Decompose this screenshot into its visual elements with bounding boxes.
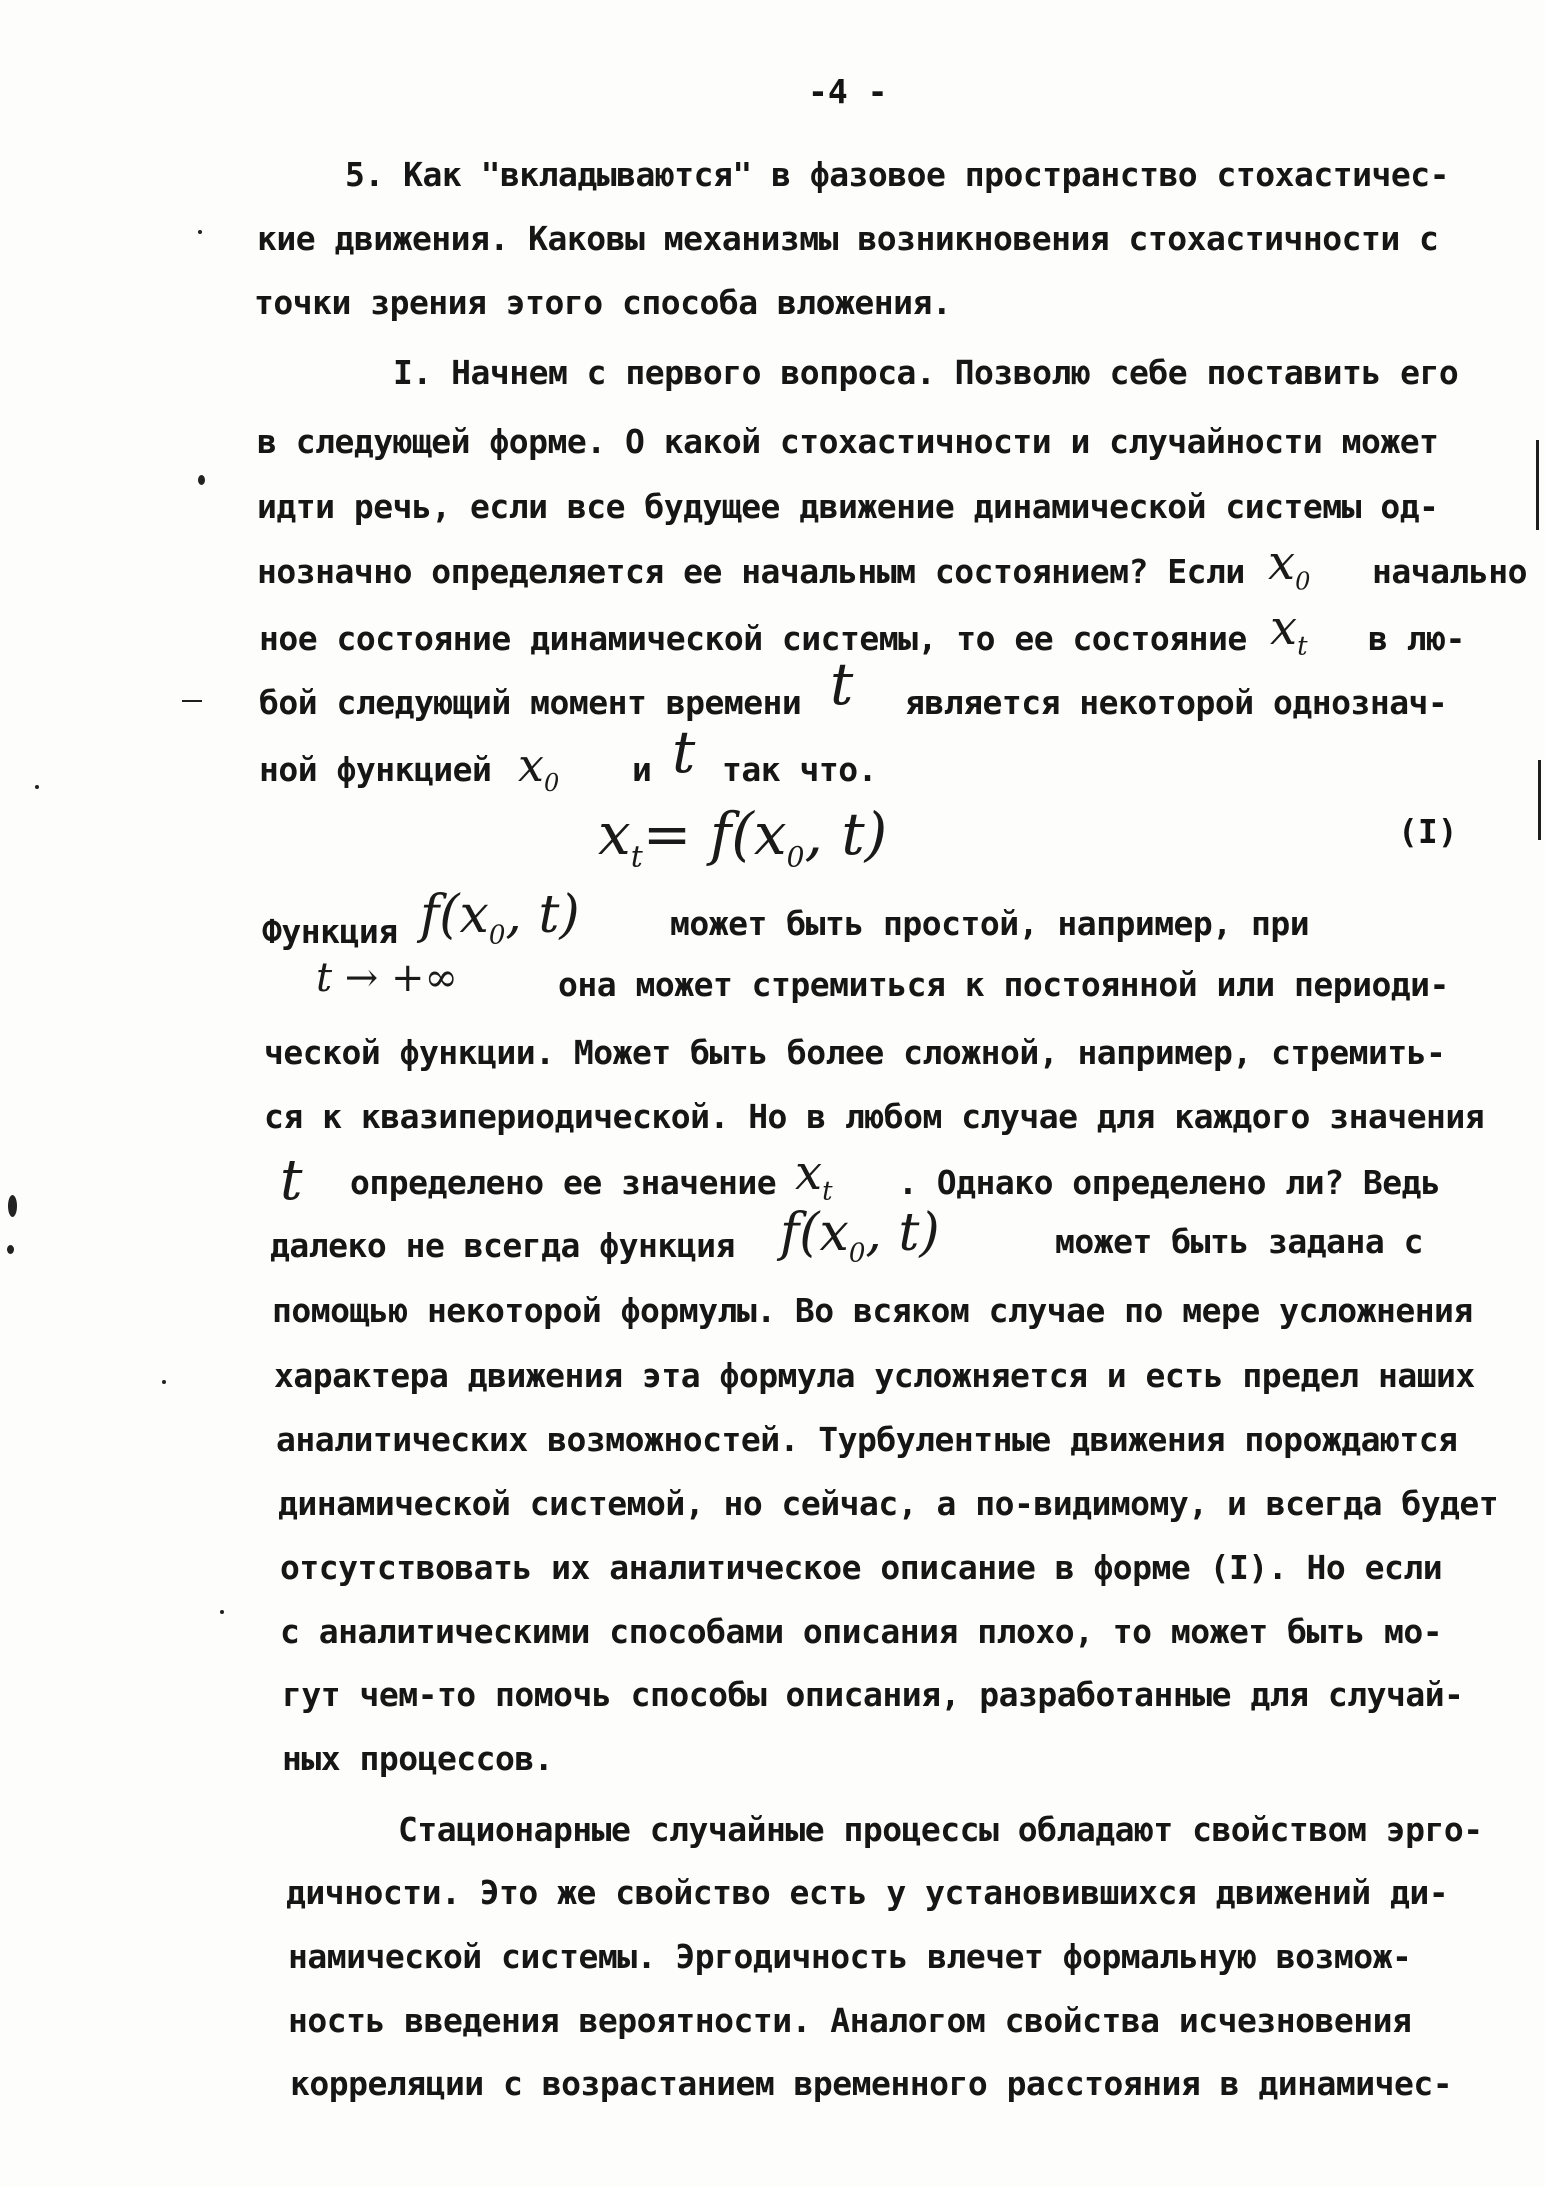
- text-line: динамической системой, но сейчас, а по-видимому, и всегда будет: [278, 1484, 1499, 1523]
- math-t: t: [830, 650, 854, 718]
- math-t-to-inf: t → +∞: [316, 955, 458, 1001]
- text-line: ное состояние динамической системы, то ее состояние: [259, 619, 1247, 658]
- math-t: t: [672, 718, 696, 786]
- math-x0: $x_0$: [1268, 535, 1311, 596]
- math-x0: $x_0$: [518, 738, 560, 798]
- scan-speck: [198, 230, 202, 234]
- text-line: 5. Как "вкладываются" в фазовое пространство стохастичес-: [345, 155, 1449, 194]
- text-line: так что.: [722, 750, 877, 789]
- scan-speck: [198, 475, 205, 485]
- text-line: ных процессов.: [282, 1739, 554, 1778]
- text-line: точки зрения этого способа вложения.: [254, 283, 952, 322]
- text-line: Функция: [262, 912, 398, 951]
- math-xt: $x_t$: [1270, 600, 1308, 662]
- text-line: ной функцией: [259, 750, 492, 789]
- page-number: -4 -: [808, 72, 888, 111]
- text-line: ся к квазипериодической. Но в любом случае для каждого значения: [264, 1097, 1485, 1136]
- text-line: может быть задана с: [1055, 1222, 1423, 1261]
- math-f: $f(x_0$, t): [780, 1203, 940, 1269]
- text-line: и: [632, 750, 652, 789]
- math-t: t: [280, 1148, 303, 1213]
- equation: $x_t= f(x_0$, t): [598, 800, 888, 875]
- text-line: аналитических возможностей. Турбулентные движения порождаются: [276, 1420, 1458, 1459]
- text-line: кие движения. Каковы механизмы возникновения стохастичности с: [257, 219, 1439, 258]
- text-line: дичности. Это же свойство есть у установившихся движений ди-: [286, 1873, 1449, 1912]
- text-line: в лю-: [1368, 619, 1465, 658]
- text-line: может быть простой, например, при: [670, 904, 1310, 943]
- equation-number: (I): [1398, 812, 1458, 851]
- scan-speck: [162, 1380, 166, 1384]
- text-line: она может стремиться к постоянной или периоди-: [558, 965, 1449, 1004]
- math-f: $f(x_0$, t): [420, 885, 580, 951]
- scan-edge-mark: [1536, 440, 1539, 530]
- text-line: ность введения вероятности. Аналогом свойства исчезновения: [288, 2001, 1412, 2040]
- text-line: гут чем-то помочь способы описания, разработанные для случай-: [282, 1675, 1464, 1714]
- scan-speck: [8, 1195, 17, 1217]
- text-line: определено ее значение: [350, 1163, 777, 1202]
- text-line: далеко не всегда функция: [270, 1226, 735, 1265]
- text-line: нозначно определяется ее начальным состоянием? Если: [257, 552, 1245, 591]
- text-line: бой следующий момент времени: [259, 683, 802, 722]
- text-line: намической системы. Эргодичность влечет формальную возмож-: [288, 1937, 1412, 1976]
- scan-speck: [7, 1245, 14, 1254]
- text-line: . Однако определено ли? Ведь: [898, 1163, 1441, 1202]
- scan-dash: [182, 700, 202, 702]
- text-line: отсутствовать их аналитическое описание в форме (I). Но если: [280, 1548, 1443, 1587]
- text-line: I. Начнем с первого вопроса. Позволю себе поставить его: [393, 353, 1459, 392]
- scan-speck: [220, 1610, 224, 1614]
- scan-edge-mark: [1538, 760, 1541, 840]
- text-line: ческой функции. Может быть более сложной, например, стремить-: [264, 1033, 1446, 1072]
- text-line: с аналитическими способами описания плохо, то может быть мо-: [280, 1612, 1443, 1651]
- text-line: корреляции с возрастанием временного расстояния в динамичес-: [290, 2064, 1453, 2103]
- text-line: начально: [1372, 552, 1527, 591]
- text-line: характера движения эта формула усложняется и есть предел наших: [274, 1356, 1475, 1395]
- math-xt: $x_t$: [795, 1145, 833, 1207]
- scan-speck: [35, 785, 39, 789]
- text-line: является некоторой однознач-: [905, 683, 1448, 722]
- text-line: в следующей форме. О какой стохастичности и случайности может: [257, 422, 1439, 461]
- text-line: идти речь, если все будущее движение динамической системы од-: [257, 487, 1439, 526]
- text-line: помощью некоторой формулы. Во всяком случае по мере усложнения: [272, 1291, 1473, 1330]
- text-line: Стационарные случайные процессы обладают свойством эрго-: [398, 1810, 1483, 1849]
